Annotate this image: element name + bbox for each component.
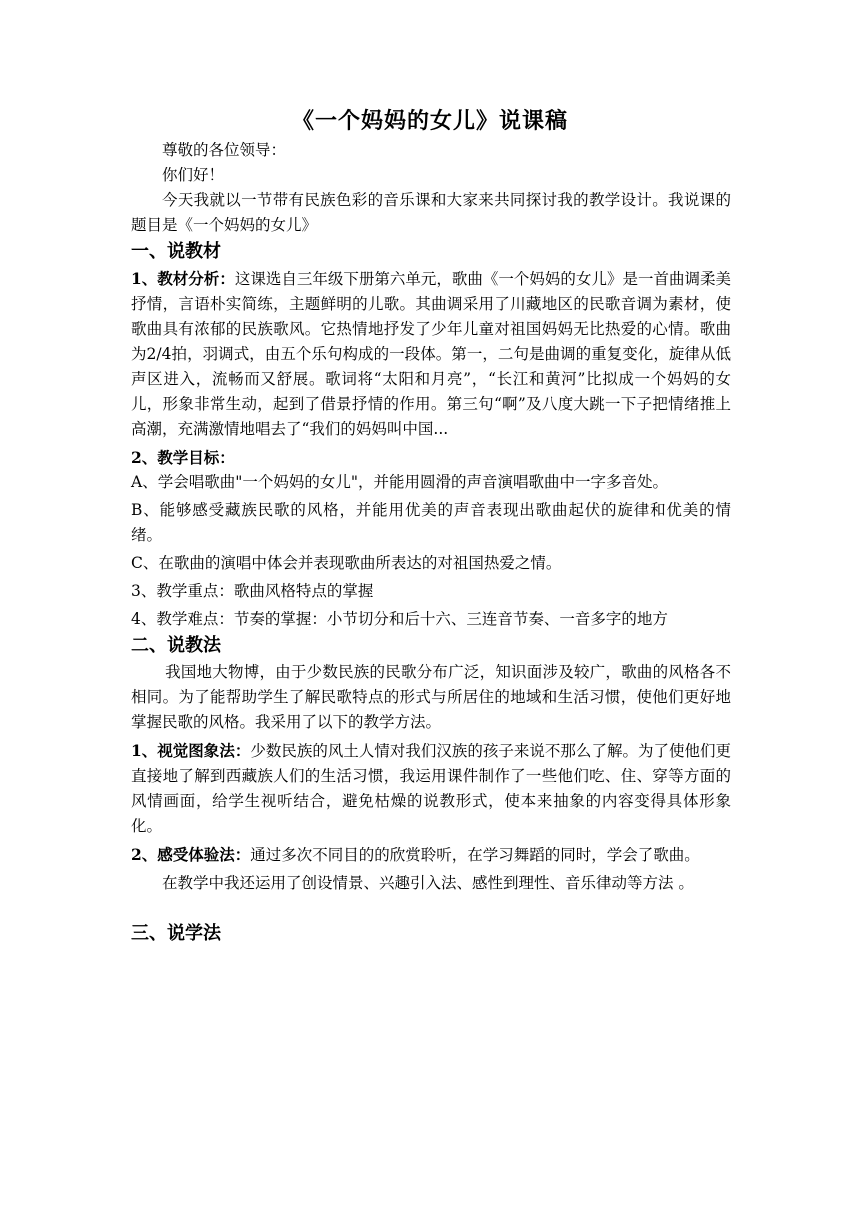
hello: 你们好！ [162, 166, 225, 184]
method2 [131, 842, 731, 868]
method1-label: 1、视觉图象法： [131, 741, 251, 760]
goal-a: A、学会唱歌曲"一个妈妈的女儿"，并能用圆滑的声音演唱歌曲中一字多音处。 [131, 473, 668, 491]
section2-paragraph: 我国地大物博，由于少数民族的民歌分布广泛，知识面涉及较广，歌曲的风格各不相同。为了能帮助学生了解民歌特点的形式与所居住的地域和生活习惯，使他们更好地掌握民歌的风格。我采用了以下的教学方法。 [131, 663, 731, 731]
greeting: 尊敬的各位领导： [162, 141, 287, 159]
section3-heading: 三、说学法 [131, 923, 221, 944]
section1-item1 [131, 266, 731, 442]
page-title: 《一个妈妈的女儿》说课稿 [291, 108, 568, 134]
section1-item4: 4、教学难点：节奏的掌握：小节切分和后十六、三连音节奏、一音多字的地方 [131, 610, 668, 628]
section2-heading: 二、说教法 [131, 635, 221, 656]
method2-label: 2、感受体验法： [131, 845, 251, 864]
intro-paragraph: 今天我就以一节带有民族色彩的音乐课和大家来共同探讨我的教学设计。我说课的题目是《一个妈妈的女儿》 [131, 191, 731, 234]
method1-text: 少数民族的风土人情对我们汉族的孩子来说不那么了解。为了使他们更直接地了解到西藏族人们的生活习惯，我运用课件制作了一些他们吃、住、穿等方面的风情画面，给学生视听结合，避免枯燥的说教形式，使本来抽象的内容变得具体形象化。 [131, 742, 731, 835]
section1-item1-text: 这课选自三年级下册第六单元，歌曲《一个妈妈的女儿》是一首曲调柔美抒情，言语朴实简练，主题鲜明的儿歌。其曲调采用了川藏地区的民歌音调为素材，使歌曲具有浓郁的民族歌风。它热情地抒发了少年儿童对祖国妈妈无比热爱的心情。歌曲为2/4拍，羽调式，由五个乐句构成的一段体。第一，二句是曲调的重复变化，旋律从低声区进入，流畅而又舒展。歌词将“太阳和月亮”，“长江和黄河”比拟成一个妈妈的女儿，形象非常生动，起到了借景抒情的作用。第三句“啊”及八度大跳一下子把情绪推上高潮，充满激情地唱去了“我们的妈妈叫中国... [131, 270, 731, 438]
section1-heading: 一、说教材 [131, 241, 221, 262]
goal-c: C、在歌曲的演唱中体会并表现歌曲所表达的对祖国热爱之情。 [131, 554, 562, 572]
method2-text: 通过多次不同目的的欣赏聆听，在学习舞蹈的同时，学会了歌曲。 [250, 846, 700, 864]
closing-paragraph: 在教学中我还运用了创设情景、兴趣引入法、感性到理性、音乐律动等方法 。 [162, 874, 694, 892]
section1-item2-label: 2、教学目标： [131, 448, 235, 467]
method1 [131, 738, 731, 839]
goal-b: B、能够感受藏族民歌的风格，并能用优美的声音表现出歌曲起伏的旋律和优美的情绪。 [131, 501, 731, 544]
document-body [131, 138, 731, 948]
spacer [131, 896, 731, 920]
section1-item1-label: 1、教材分析： [131, 269, 235, 288]
section1-item3: 3、教学重点：歌曲风格特点的掌握 [131, 582, 374, 600]
